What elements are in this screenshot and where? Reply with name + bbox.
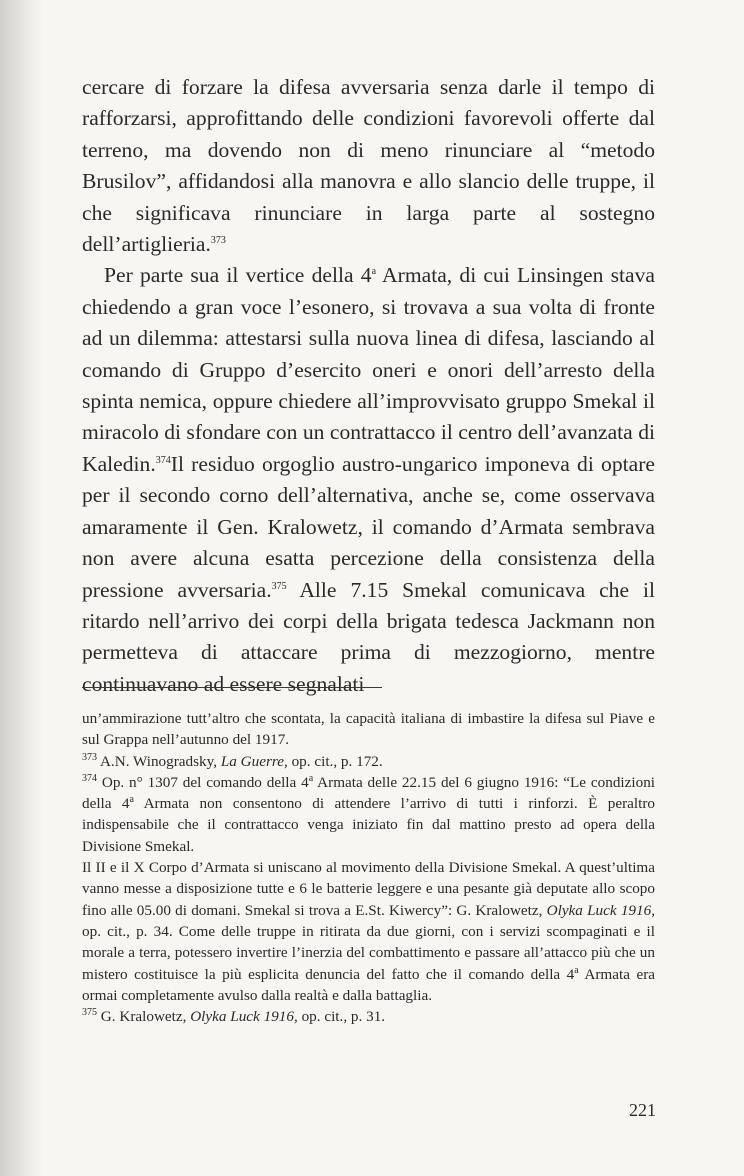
footnote-373	[82, 751, 655, 772]
footnote-text: , op. cit., p. 34. Come delle truppe in ritirata da due giorni, con i servizi scompaginati e il morale a terra, potessero invertire l’inerzia del combattimento e passare all’attacco più che un mistero costituisce la più esplicita denuncia del fatto che il comando della 4	[82, 901, 655, 983]
footnote-374-continued	[82, 857, 655, 1006]
footnote-text: Armata non consentono di attendere l’arrivo di tutti i rinforzi. È peraltro indispensabile che il contrattacco venga iniziato fin dal mattino presto ad opera della Divisione Smekal.	[82, 795, 655, 855]
footnote-text: , op. cit., p. 172.	[283, 752, 383, 770]
footnote-number: 373	[82, 751, 97, 763]
footnote-ref-375: 375	[271, 580, 287, 592]
paragraph-2-text-d: Alle 7.15 Smekal comunicava che il ritardo nell’arrivo dei corpi della brigata tedesca Jackmann non permetteva di attaccare prima di mezzogiorno, mentre continuavano ad essere segnalati	[82, 577, 655, 696]
paragraph-2-text-c: Il residuo orgoglio austro-ungarico imponeva di optare per il secondo corno dell’alternativa, anche se, come osservava amaramente il Gen. Kralowetz, il comando d’Armata sembrava non avere alcuna esatta percezione della consistenza della pressione avversaria.	[82, 451, 655, 602]
paragraph-2	[82, 260, 655, 700]
footnote-text: Op. n° 1307 del comando della 4	[97, 773, 309, 791]
cited-title: La Guerre	[220, 752, 284, 770]
paragraph-2-text-b: Armata, di cui Linsingen stava chiedendo a gran voce l’esonero, si trovava a sua volta di fronte ad un dilemma: attestarsi sulla nuova linea di difesa, lasciando al comando di Gruppo d’esercito oneri e onori dell’arresto della spinta nemica, oppure chiedere all’improvvisato gruppo Smekal il miracolo di sfondare con un contrattacco il centro dell’avanzata di Kaledin.	[82, 263, 655, 476]
footnote-text: Armata delle 22.15 del 6 giugno 1916: “Le condizioni della 4	[82, 773, 656, 813]
footnotes	[82, 708, 655, 1027]
footnote-text: , op. cit., p. 31.	[293, 1008, 386, 1026]
footnote-ref-374: 374	[155, 454, 171, 466]
footnote-ref-373: 373	[210, 234, 226, 246]
main-text	[82, 72, 655, 700]
footnote-text: Il II e il X Corpo d’Armata si uniscano al movimento della Divisione Smekal. A quest’ultima vanno messe a disposizione tutte e 6 le batterie leggere e una pesante già deputate allo scopo fino alle 05.00 di domani. Smekal si trova a E.St. Kiwercy”: G. Kralowetz,	[82, 859, 655, 919]
paragraph-1-text: cercare di forzare la difesa avversaria senza darle il tempo di rafforzarsi, approfittando delle condizioni favorevoli offerte dal terreno, ma dovendo non di meno rinunciare al “metodo Brusilov”, affidandosi alla manovra e allo slancio delle truppe, il che significava rinunciare in larga parte al sostegno dell’artiglieria.	[82, 75, 655, 257]
footnote-separator	[82, 687, 382, 688]
superscript-ordinal: a	[574, 964, 579, 976]
footnote-text: G. Kralowetz,	[97, 1008, 191, 1026]
superscript-ordinal: a	[371, 266, 377, 278]
page-number: 221	[629, 1100, 656, 1120]
paragraph-2-text-a: Per parte sua il vertice della 4	[104, 263, 372, 288]
footnote-number: 375	[82, 1007, 97, 1019]
superscript-ordinal: a	[129, 794, 134, 806]
cited-title: Olyka Luck 1916	[190, 1008, 294, 1026]
footnote-text: Armata era ormai completamente avulso dalla realtà e dalla battaglia.	[82, 965, 655, 1004]
paragraph-1	[82, 72, 655, 260]
footnote-375	[82, 1006, 655, 1027]
footnote-number: 374	[82, 772, 97, 784]
footnote-374	[82, 772, 655, 857]
superscript-ordinal: a	[308, 772, 314, 784]
book-spine-shadow	[0, 0, 44, 1176]
footnote-continuation: un’ammirazione tutt’altro che scontata, la capacità italiana di imbastire la difesa sul Piave e sul Grappa nell’autunno del 1917.	[82, 710, 655, 749]
footnote-text: A.N. Winogradsky,	[97, 752, 221, 770]
cited-title: Olyka Luck 1916	[546, 901, 652, 919]
